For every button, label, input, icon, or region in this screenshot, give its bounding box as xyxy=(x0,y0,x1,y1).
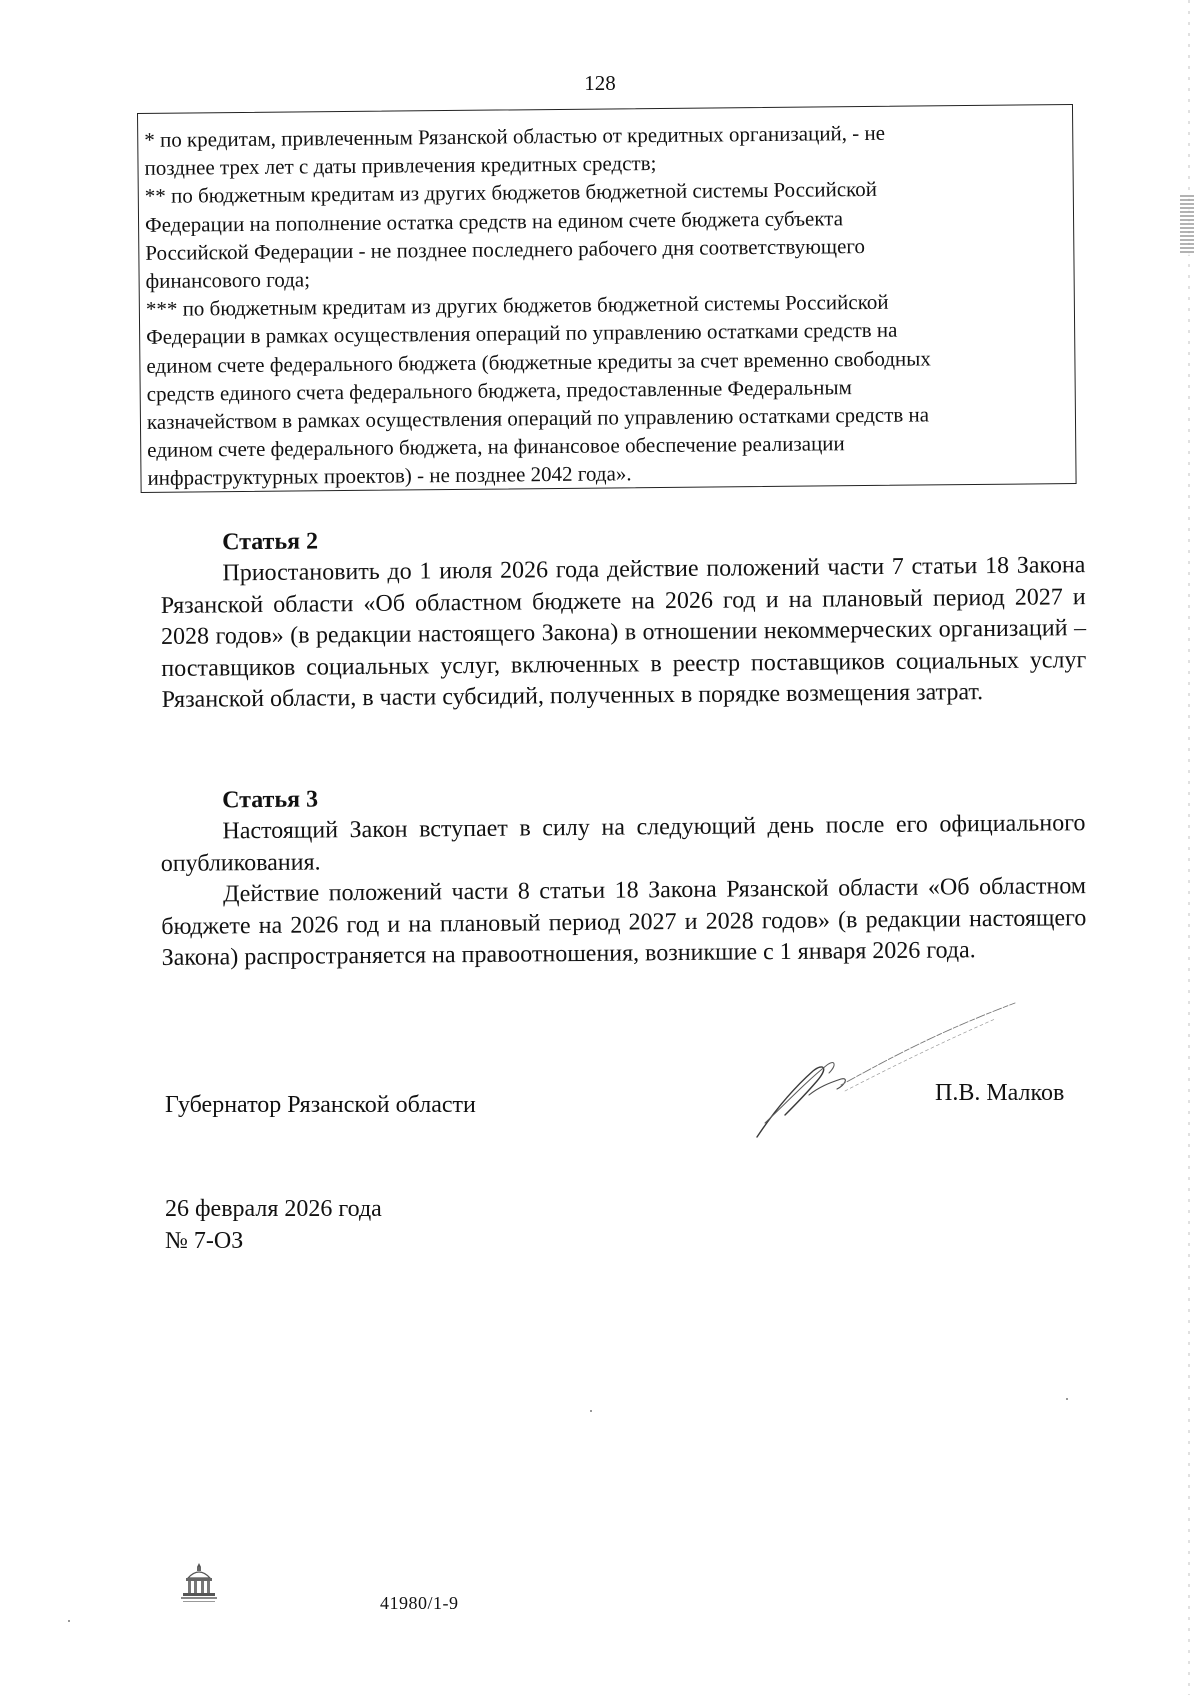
scan-speck xyxy=(1066,1398,1068,1400)
footnote-line: казначейством в рамках осуществления операций по управлению остатками средств на xyxy=(146,402,930,434)
printer-emblem-icon xyxy=(180,1560,218,1604)
scan-speck xyxy=(68,1620,70,1622)
article-2-text: Приостановить до 1 июля 2026 года действие положений части 7 статьи 18 Закона Рязанской области «Об областном бюджете на 2026 год и на плановый период 2027 и 2028 годов» (в редакции настоящего Закона) в отношении некоммерческих организаций – поставщиков социальных услуг, включенных в реестр поставщиков социальных услуг Рязанской области, в части субсидий, полученных в порядке возмещения затрат. xyxy=(160,552,1087,713)
page-number: 128 xyxy=(584,71,616,95)
article-3-paragraph-2: Действие положений части 8 статьи 18 Закона Рязанской области «Об областном бюджете на 2026 год и на плановый период 2027 и 2028 годов» (в редакции настоящего Закона) распространяется на правоотношения, возникшие с 1 января 2026 года. xyxy=(161,873,1087,971)
article-3-heading: Статья 3 xyxy=(222,786,319,814)
scan-block-artifact xyxy=(1180,195,1194,255)
signature-name: П.В. Малков xyxy=(935,1080,1065,1106)
footnote-line: ** по бюджетным кредитам из других бюджетов бюджетной системы Российской xyxy=(144,177,878,209)
handwritten-signature-icon xyxy=(745,995,1025,1145)
footnote-line: Федерации на пополнение остатка средств на едином счете бюджета субъекта xyxy=(144,205,844,237)
footnote-line: *** по бюджетным кредитам из других бюджетов бюджетной системы Российской xyxy=(145,290,889,322)
document-code: 41980/1-9 xyxy=(380,1593,459,1613)
law-number: № 7-ОЗ xyxy=(165,1228,244,1254)
footnote-line: позднее трех лет с даты привлечения кредитных средств; xyxy=(144,151,657,181)
signing-date: 26 февраля 2026 года xyxy=(165,1196,382,1222)
footnote-line: финансового года; xyxy=(145,267,311,293)
footnote-line: средств единого счета федерального бюджета, предоставленные Федеральным xyxy=(146,374,852,406)
article-2-heading: Статья 2 xyxy=(222,528,319,556)
footnote-line: едином счете федерального бюджета (бюджетные кредиты за счет временно свободных xyxy=(146,346,931,378)
footnote-line: Российской Федерации - не позднее последнего рабочего дня соответствующего xyxy=(145,233,866,265)
article-2 xyxy=(160,519,1087,716)
footnote-line: Федерации в рамках осуществления операций по управлению остатками средств на xyxy=(146,318,898,350)
footnote-line: едином счете федерального бюджета, на финансовое обеспечение реализации xyxy=(147,431,845,463)
article-3-paragraph-1: Настоящий Закон вступает в силу на следующий день после его официального опубликования. xyxy=(160,810,1086,877)
article-3 xyxy=(160,777,1087,974)
scan-speck xyxy=(590,1410,592,1412)
footnote-line: инфраструктурных проектов) - не позднее 2042 года». xyxy=(147,461,632,491)
signature-position: Губернатор Рязанской области xyxy=(165,1092,476,1118)
footnote-box xyxy=(137,104,1077,493)
footnote-line: * по кредитам, привлеченным Рязанской областью от кредитных организаций, - не xyxy=(144,120,886,152)
